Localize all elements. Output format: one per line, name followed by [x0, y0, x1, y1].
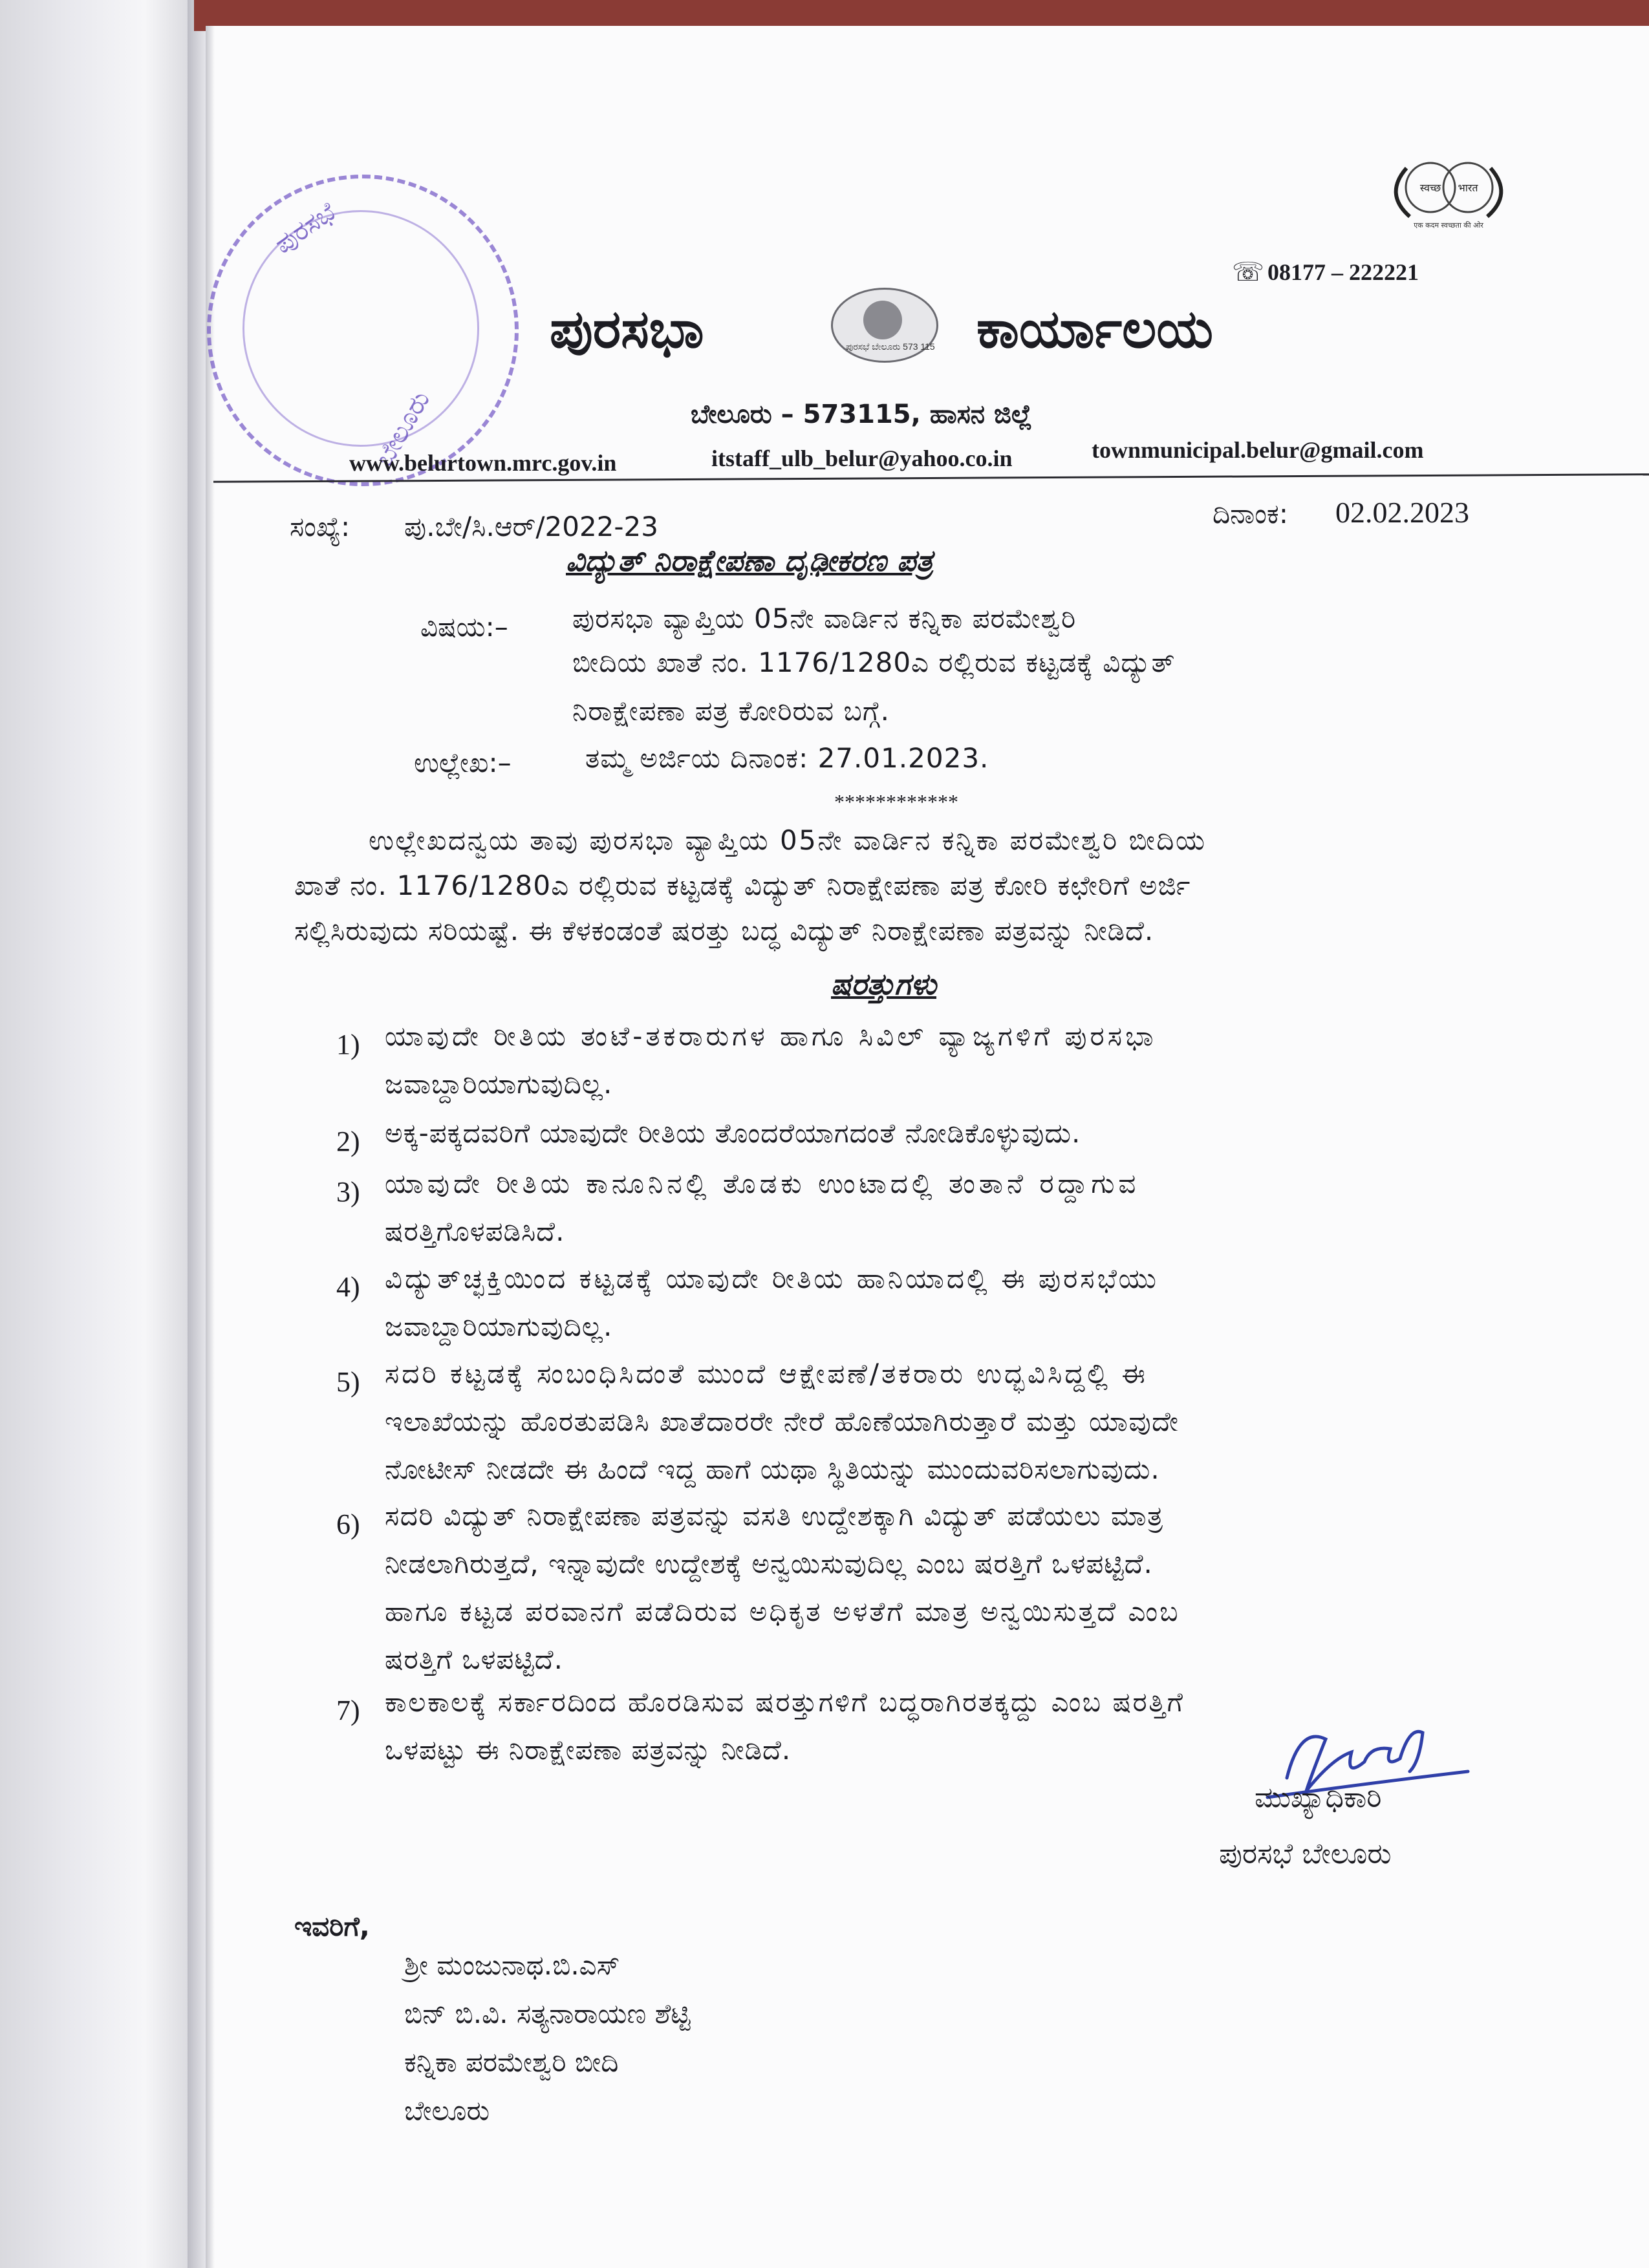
condition-line: ನೀಡಲಾಗಿರುತ್ತದೆ, ಇನ್ನಾವುದೇ ಉದ್ದೇಶಕ್ಕೆ ಅನ್ವಯಿಸುವುದಿಲ್ಲ ಎಂಬ ಷರತ್ತಿಗೆ ಒಳಪಟ್ಟಿದೆ.: [385, 1548, 1153, 1579]
ref-number-label: ಸಂಖ್ಯೆ:: [290, 511, 350, 542]
condition-line: ಜವಾಬ್ದಾರಿಯಾಗುವುದಿಲ್ಲ.: [385, 1311, 613, 1342]
condition-line: ಯಾವುದೇ ರೀತಿಯ ತಂಟೆ-ತಕರಾರುಗಳ ಹಾಗೂ ಸಿವಿಲ್ ವ್ಯಾಜ್ಯಗಳಿಗೆ ಪುರಸಭಾ: [385, 1020, 1157, 1052]
condition-line: ಷರತ್ತಿಗೆ ಒಳಪಟ್ಟಿದೆ.: [385, 1643, 563, 1675]
condition-line: ಯಾವುದೇ ರೀತಿಯ ಕಾನೂನಿನಲ್ಲಿ ತೊಡಕು ಉಂಟಾದಲ್ಲಿ ತಂತಾನೆ ರದ್ದಾಗುವ: [385, 1168, 1140, 1199]
condition-number: 1): [336, 1029, 360, 1060]
recipient-label: ಇವರಿಗೆ,: [294, 1910, 370, 1942]
reference-text: ತಮ್ಮ ಅರ್ಜಿಯ ದಿನಾಂಕ: 27.01.2023.: [585, 742, 989, 774]
office-heading-right: ಕಾರ್ಯಾಲಯ: [976, 299, 1214, 360]
recipient-line: ಬಿನ್ ಬಿ.ವಿ. ಸತ್ಯನಾರಾಯಣ ಶೆಟ್ಟಿ: [404, 1998, 691, 2029]
letter-title: ವಿದ್ಯುತ್ ನಿರಾಕ್ಷೇಪಣಾ ದೃಢೀಕರಣ ಪತ್ರ: [566, 543, 933, 578]
signatory-office: ಪುರಸಭೆ ಬೇಲೂರು: [1219, 1837, 1392, 1870]
phone-number: 08177 – 222221: [1267, 259, 1419, 285]
condition-number: 5): [336, 1366, 360, 1398]
signatory-title: ಮುಖ್ಯಾಧಿಕಾರಿ: [1255, 1781, 1382, 1814]
condition-line: ಸದರಿ ವಿದ್ಯುತ್ ನಿರಾಕ್ಷೇಪಣಾ ಪತ್ರವನ್ನು ವಸತಿ ಉದ್ದೇಶಕ್ಕಾಗಿ ವಿದ್ಯುತ್ ಪಡೆಯಲು ಮಾತ್ರ: [385, 1500, 1164, 1532]
conditions-heading: ಷರತ್ತುಗಳು: [831, 967, 937, 1001]
seal-text-bottom: ಬೇಲೂರು: [369, 386, 436, 471]
recipient-line: ಶ್ರೀ ಮಂಜುನಾಥ.ಬಿ.ಎಸ್: [404, 1949, 620, 1981]
office-address: ಬೇಲೂರು – 573115, ಹಾಸನ ಜಿಲ್ಲೆ: [691, 400, 1033, 429]
condition-line: ಅಕ್ಕ-ಪಕ್ಕದವರಿಗೆ ಯಾವುದೇ ರೀತಿಯ ತೊಂದರೆಯಾಗದಂತೆ ನೋಡಿಕೊಳ್ಳುವುದು.: [385, 1117, 1081, 1149]
body-line-2: ಖಾತೆ ನಂ. 1176/1280ಎ ರಲ್ಲಿರುವ ಕಟ್ಟಡಕ್ಕೆ ವಿದ್ಯುತ್ ನಿರಾಕ್ಷೇಪಣಾ ಪತ್ರ ಕೋರಿ ಕಛೇರಿಗೆ ಅರ್ಜಿ: [294, 870, 1191, 901]
condition-line: ವಿದ್ಯುತ್‌ಚ್ಛಕ್ತಿಯಿಂದ ಕಟ್ಟಡಕ್ಕೆ ಯಾವುದೇ ರೀತಿಯ ಹಾನಿಯಾದಲ್ಲಿ ಈ ಪುರಸಭೆಯು: [385, 1263, 1159, 1294]
phone-icon: ☏: [1232, 257, 1265, 287]
body-line-1: ಉಲ್ಲೇಖದನ್ವಯ ತಾವು ಪುರಸಭಾ ವ್ಯಾಪ್ತಿಯ 05ನೇ ವಾರ್ಡಿನ ಕನ್ನಿಕಾ ಪರಮೇಶ್ವರಿ ಬೀದಿಯ: [369, 824, 1207, 856]
condition-line: ಹಾಗೂ ಕಟ್ಟಡ ಪರವಾನಗೆ ಪಡೆದಿರುವ ಅಧಿಕೃತ ಅಳತೆಗೆ ಮಾತ್ರ ಅನ್ವಯಿಸುತ್ತದೆ ಎಂಬ: [385, 1596, 1180, 1627]
subject-line-3: ನಿರಾಕ್ಷೇಪಣಾ ಪತ್ರ ಕೋರಿರುವ ಬಗ್ಗೆ.: [572, 695, 890, 727]
condition-line: ಷರತ್ತಿಗೊಳಪಡಿಸಿದೆ.: [385, 1215, 565, 1247]
recipient-line: ಕನ್ನಿಕಾ ಪರಮೇಶ್ವರಿ ಬೀದಿ: [404, 2046, 619, 2078]
recipient-line: ಬೇಲೂರು: [404, 2095, 490, 2126]
subject-label: ವಿಷಯ:–: [420, 611, 508, 643]
swachh-tagline: एक कदम स्वच्छता की ओर: [1414, 221, 1483, 230]
email-link-1[interactable]: itstaff_ulb_belur@yahoo.co.in: [711, 445, 1013, 471]
website-link[interactable]: www.belurtown.mrc.gov.in: [349, 450, 617, 476]
binding-fold-shadow: [188, 0, 206, 2268]
reference-label: ಉಲ್ಲೇಖ:–: [414, 747, 512, 778]
condition-line: ಒಳಪಟ್ಟು ಈ ನಿರಾಕ್ಷೇಪಣಾ ಪತ್ರವನ್ನು ನೀಡಿದೆ.: [385, 1734, 792, 1766]
letter-date: 02.02.2023: [1335, 496, 1469, 529]
date-label: ದಿನಾಂಕ:: [1212, 498, 1288, 530]
separator-stars: ************: [834, 790, 958, 813]
condition-number: 3): [336, 1176, 360, 1208]
office-heading-left: ಪುರಸಭಾ: [550, 299, 704, 360]
condition-line: ಸದರಿ ಕಟ್ಟಡಕ್ಕೆ ಸಂಬಂಧಿಸಿದಂತೆ ಮುಂದೆ ಆಕ್ಷೇಪಣೆ/ತಕರಾರು ಉದ್ಭವಿಸಿದ್ದಲ್ಲಿ ಈ: [385, 1358, 1148, 1389]
condition-line: ಕಾಲಕಾಲಕ್ಕೆ ಸರ್ಕಾರದಿಂದ ಹೊರಡಿಸುವ ಷರತ್ತುಗಳಿಗೆ ಬದ್ಧರಾಗಿರತಕ್ಕದ್ದು ಎಂಬ ಷರತ್ತಿಗೆ: [385, 1686, 1185, 1718]
condition-number: 7): [336, 1695, 360, 1726]
ref-number: ಪು.ಬೇ/ಸಿ.ಆರ್/2022-23: [404, 511, 658, 542]
condition-number: 6): [336, 1508, 360, 1540]
seal-text-top: ಪುರಸಭೆ: [269, 197, 341, 260]
swachh-label-2: भारत: [1458, 182, 1478, 194]
condition-number: 4): [336, 1271, 360, 1303]
body-line-3: ಸಲ್ಲಿಸಿರುವುದು ಸರಿಯಷ್ಟೆ. ಈ ಕೆಳಕಂಡಂತೆ ಷರತ್ತು ಬದ್ಧ ವಿದ್ಯುತ್ ನಿರಾಕ್ಷೇಪಣಾ ಪತ್ರವನ್ನು ನೀಡಿದೆ.: [294, 915, 1154, 947]
condition-number: 2): [336, 1126, 360, 1157]
swachh-bharat-logo: [1371, 155, 1526, 239]
subject-line-2: ಬೀದಿಯ ಖಾತೆ ನಂ. 1176/1280ಎ ರಲ್ಲಿರುವ ಕಟ್ಟಡಕ್ಕೆ ವಿದ್ಯುತ್: [572, 647, 1176, 678]
book-binding-edge: [0, 0, 207, 2268]
subject-line-1: ಪುರಸಭಾ ವ್ಯಾಪ್ತಿಯ 05ನೇ ವಾರ್ಡಿನ ಕನ್ನಿಕಾ ಪರಮೇಶ್ವರಿ: [572, 603, 1077, 634]
email-link-2[interactable]: townmunicipal.belur@gmail.com: [1092, 437, 1424, 463]
condition-line: ಇಲಾಖೆಯನ್ನು ಹೊರತುಪಡಿಸಿ ಖಾತೆದಾರರೇ ನೇರೆ ಹೊಣೆಯಾಗಿರುತ್ತಾರೆ ಮತ್ತು ಯಾವುದೇ: [385, 1406, 1180, 1437]
emblem-text: ಪುರಸಭೆ ಬೇಲೂರು 573 115: [846, 341, 935, 352]
emblem-center: [863, 301, 902, 339]
condition-line: ನೋಟೀಸ್ ನೀಡದೇ ಈ ಹಿಂದೆ ಇದ್ದ ಹಾಗೆ ಯಥಾ ಸ್ಥಿತಿಯನ್ನು ಮುಂದುವರಿಸಲಾಗುವುದು.: [385, 1453, 1160, 1485]
swachh-label-1: स्वच्छ: [1419, 182, 1441, 194]
condition-line: ಜವಾಬ್ದಾರಿಯಾಗುವುದಿಲ್ಲ.: [385, 1068, 613, 1100]
